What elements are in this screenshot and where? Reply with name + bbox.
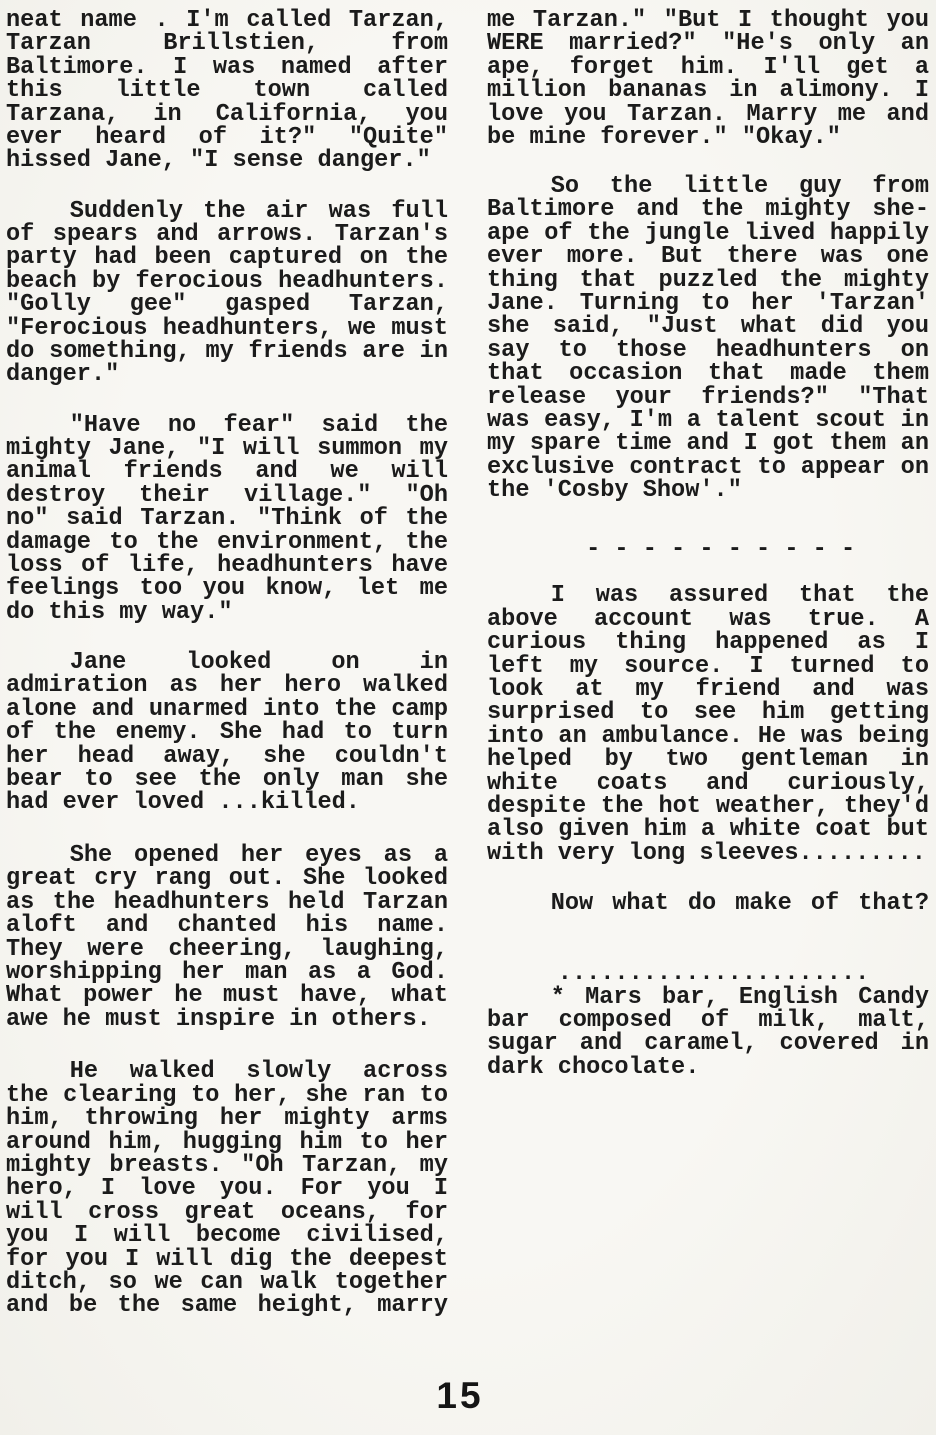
text-line: of the enemy. She had to turn <box>6 719 448 747</box>
paragraph <box>6 651 448 815</box>
text-line: great cry rang out. She looked <box>6 865 448 893</box>
text-line: bar composed of milk, malt, <box>487 1006 929 1034</box>
text-line: Jane looked on in <box>69 649 448 677</box>
text-line: she said, "Just what did you <box>487 313 929 341</box>
text-line: million bananas in alimony. I <box>487 77 929 105</box>
text-line: Suddenly the air was full <box>69 197 448 225</box>
text-line: do something, my friends are in <box>6 337 448 365</box>
text-line: dark chocolate. <box>487 1053 700 1081</box>
text-line: - - - - - - - - - - <box>586 535 856 563</box>
text-line: ever heard of it?" "Quite" <box>6 123 448 151</box>
text-line: worshipping her man as a God. <box>6 959 448 987</box>
text-line: beach by ferocious headhunters. <box>6 267 448 295</box>
text-line: white coats and curiously, <box>487 769 929 797</box>
text-line: admiration as her hero walked <box>6 672 448 700</box>
paragraph <box>487 960 929 988</box>
text-line: into an ambulance. He was being <box>487 722 929 750</box>
text-line: alone and unarmed into the camp <box>6 695 448 723</box>
text-line: Now what do make of that? <box>550 890 929 918</box>
text-line: danger." <box>6 361 120 389</box>
text-line: mighty Jane, "I will summon my <box>6 435 448 463</box>
text-line: my spare time and I got them an <box>487 430 929 458</box>
text-line: "Golly gee" gasped Tarzan, <box>6 291 448 319</box>
text-line: thing that puzzled the mighty <box>487 266 929 294</box>
paragraph <box>6 844 448 1031</box>
text-line: be mine forever." "Okay." <box>487 123 841 151</box>
text-line: release your friends?" "That <box>487 383 929 411</box>
text-line: her head away, she couldn't <box>6 742 448 770</box>
text-line: as the headhunters held Tarzan <box>6 888 448 916</box>
text-line: Baltimore and the mighty she- <box>487 196 929 224</box>
paragraph <box>6 1058 448 1320</box>
text-line: They were cheering, laughing, <box>6 935 448 963</box>
text-line: feelings too you know, let me <box>6 575 448 603</box>
text-line: no" said Tarzan. "Think of the <box>6 505 448 533</box>
text-line: the 'Cosby Show'." <box>487 477 742 505</box>
text-line: him, throwing her mighty arms <box>6 1105 448 1133</box>
paragraph <box>6 197 448 389</box>
text-line: and be the same height, marry <box>6 1292 448 1320</box>
text-line: hero, I love you. For you I <box>6 1175 448 1203</box>
text-line: sugar and caramel, covered in <box>487 1030 929 1058</box>
text-line: with very long sleeves......... <box>487 839 926 867</box>
text-line: neat name . I'm called Tarzan, <box>6 7 448 34</box>
text-line: She opened her eyes as a <box>69 842 448 870</box>
paragraph <box>487 983 929 1081</box>
text-line: loss of life, headhunters have <box>6 552 448 580</box>
text-line: hissed Jane, "I sense danger." <box>6 147 431 175</box>
text-line: you I will become civilised, <box>6 1222 448 1250</box>
paragraph <box>487 584 929 865</box>
text-line: helped by two gentleman in <box>487 746 929 774</box>
text-line: of spears and arrows. Tarzan's <box>6 221 448 249</box>
text-line: ape, forget him. I'll get a <box>487 53 929 81</box>
text-line: "Ferocious headhunters, we must <box>6 314 448 342</box>
text-line: the clearing to her, she ran to <box>6 1081 448 1109</box>
text-line: ...................... <box>557 960 870 988</box>
text-line: mighty breasts. "Oh Tarzan, my <box>6 1152 448 1180</box>
text-column-right <box>487 9 929 1318</box>
text-line: damage to the environment, the <box>6 528 448 556</box>
text-line: bear to see the only man she <box>6 766 448 794</box>
text-line: curious thing happened as I <box>487 629 929 657</box>
text-line: What power he must have, what <box>6 982 448 1010</box>
text-line: despite the hot weather, they'd <box>487 792 929 820</box>
text-line: also given him a white coat but <box>487 816 929 844</box>
text-line: love you Tarzan. Marry me and <box>487 100 929 128</box>
text-line: say to those headhunters on <box>487 336 929 364</box>
text-line: me Tarzan." "But I thought you <box>487 7 929 34</box>
text-line: left my source. I turned to <box>487 652 929 680</box>
text-line: ape of the jungle lived happily <box>487 219 929 247</box>
text-line: do this my way." <box>6 598 233 626</box>
text-line: had ever loved ...killed. <box>6 789 360 817</box>
paragraph <box>6 9 448 173</box>
text-line: ever more. But there was one <box>487 243 929 271</box>
text-line: Tarzan Brillstien, from <box>6 30 448 58</box>
text-line: that occasion that made them <box>487 360 929 388</box>
paragraph <box>487 535 929 563</box>
text-line: WERE married?" "He's only an <box>487 30 929 58</box>
text-line: He walked slowly across <box>69 1058 448 1086</box>
text-column-left <box>6 9 448 1318</box>
paragraph <box>487 9 929 149</box>
text-line: will cross great oceans, for <box>6 1198 448 1226</box>
text-line: around him, hugging him to her <box>6 1128 448 1156</box>
text-line: look at my friend and was <box>487 675 929 703</box>
text-line: for you I will dig the deepest <box>6 1245 448 1273</box>
text-line: was easy, I'm a talent scout in <box>487 406 929 434</box>
text-line: exclusive contract to appear on <box>487 453 929 481</box>
text-line: * Mars bar, English Candy <box>550 983 929 1011</box>
text-line: animal friends and we will <box>6 458 448 486</box>
text-line: party had been captured on the <box>6 244 448 272</box>
text-line: I was assured that the <box>550 582 929 610</box>
text-line: destroy their village." "Oh <box>6 481 448 509</box>
text-line: surprised to see him getting <box>487 699 929 727</box>
page-number: 15 <box>436 1375 484 1416</box>
text-line: "Have no fear" said the <box>69 411 448 439</box>
text-line: Tarzana, in California, you <box>6 100 448 128</box>
text-line: aloft and chanted his name. <box>6 912 448 940</box>
text-line: So the little guy from <box>550 173 929 201</box>
text-line: Baltimore. I was named after <box>6 53 448 81</box>
paragraph <box>487 890 929 918</box>
paragraph <box>487 173 929 505</box>
text-line: above account was true. A <box>487 605 929 633</box>
text-line: ditch, so we can walk together <box>6 1268 448 1296</box>
text-line: Jane. Turning to her 'Tarzan' <box>487 290 929 318</box>
text-line: awe he must inspire in others. <box>6 1005 431 1033</box>
text-line: this little town called <box>6 77 448 105</box>
paragraph <box>6 411 448 626</box>
